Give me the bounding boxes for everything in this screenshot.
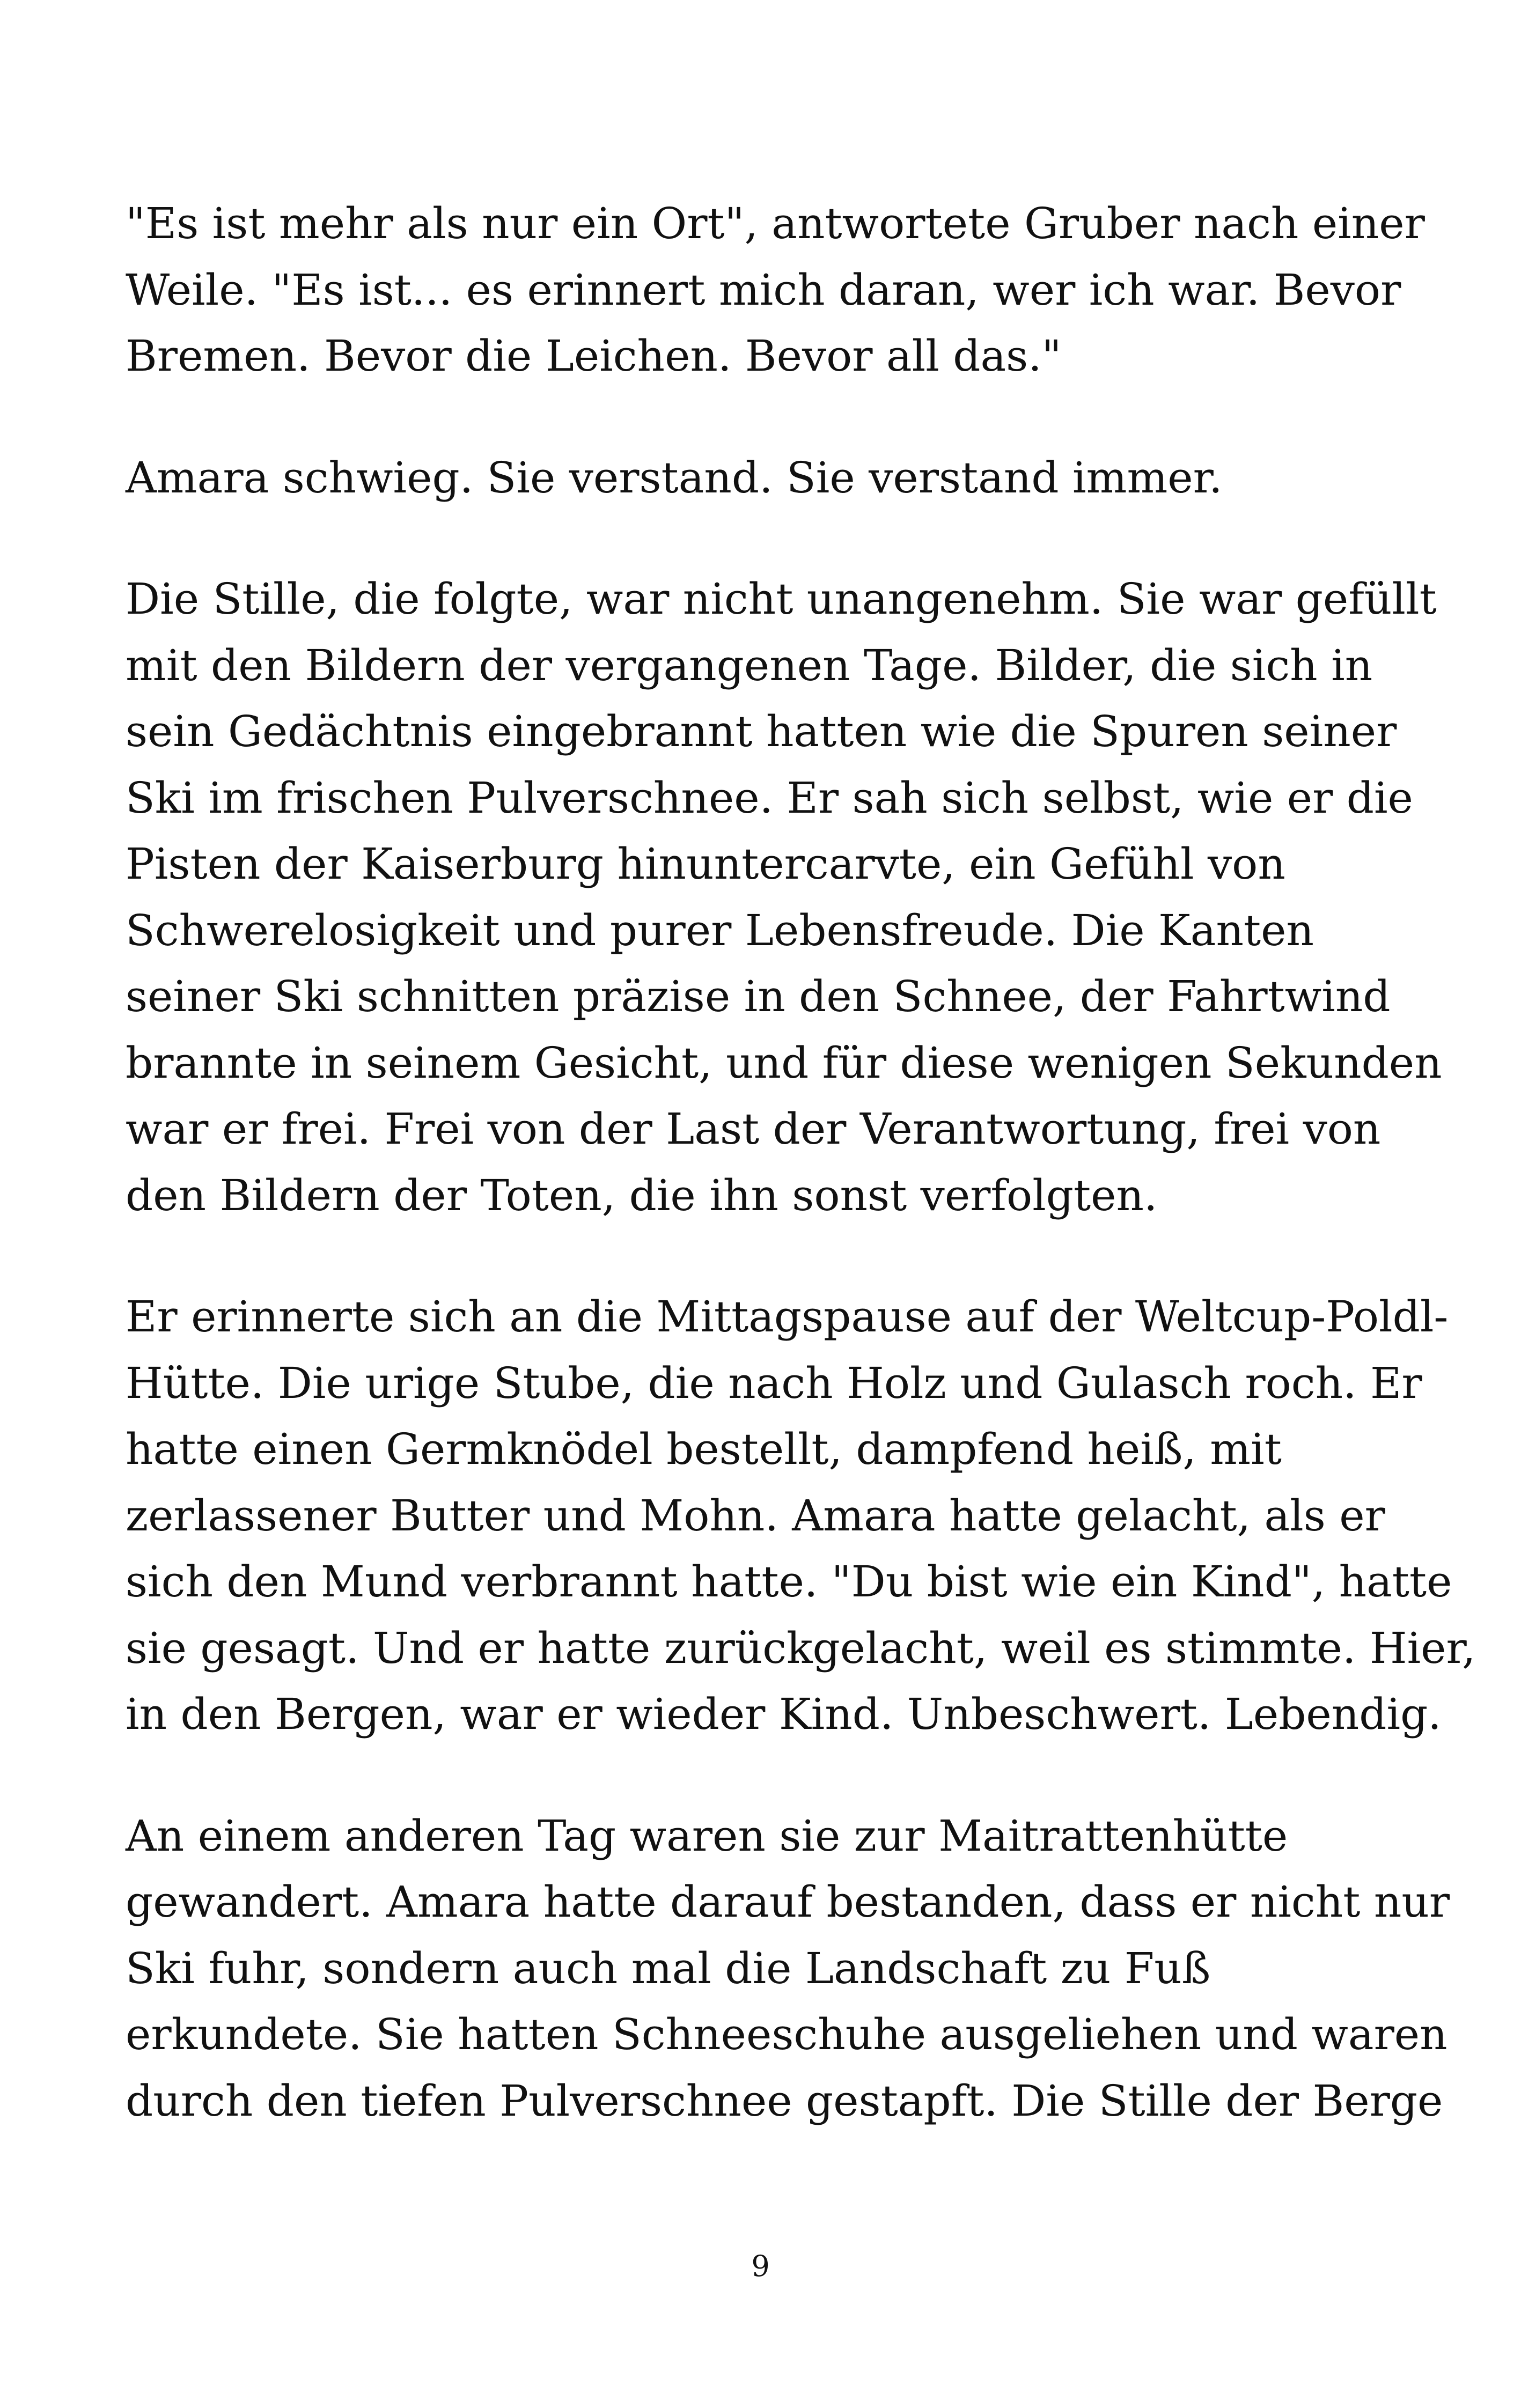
- paragraph: [126, 1803, 1450, 2134]
- text-line: in den Bergen, war er wieder Kind. Unbeschwert. Lebendig.: [126, 1689, 1442, 1739]
- text-line: erkundete. Sie hatten Schneeschuhe ausgeliehen und waren: [126, 2009, 1447, 2059]
- paragraph-gap: [126, 389, 1402, 445]
- text-line: gewandert. Amara hatte darauf bestanden, dass er nicht nur: [126, 1877, 1450, 1927]
- paragraph: [126, 1284, 1476, 1748]
- text-line: war er frei. Frei von der Last der Verantwortung, frei von: [126, 1104, 1381, 1154]
- text-line: Weile. "Es ist... es erinnert mich daran, wer ich war. Bevor: [126, 264, 1401, 315]
- text-line: den Bildern der Toten, die ihn sonst verfolgten.: [126, 1170, 1158, 1220]
- paragraph-gap: [126, 1228, 1402, 1284]
- text-line: durch den tiefen Pulverschnee gestapft. Die Stille der Berge: [126, 2075, 1443, 2126]
- text-line: Bremen. Bevor die Leichen. Bevor all das.": [126, 331, 1062, 381]
- text-line: Hütte. Die urige Stube, die nach Holz und Gulasch roch. Er: [126, 1358, 1422, 1408]
- text-line: Ski fuhr, sondern auch mal die Landschaft zu Fuß: [126, 1943, 1211, 1993]
- paragraph-gap: [126, 511, 1402, 566]
- text-line: sie gesagt. Und er hatte zurückgelacht, weil es stimmte. Hier,: [126, 1623, 1476, 1673]
- text-line: Ski im frischen Pulverschnee. Er sah sich selbst, wie er die: [126, 772, 1413, 823]
- text-line: zerlassener Butter und Mohn. Amara hatte gelacht, als er: [126, 1490, 1385, 1541]
- text-line: sich den Mund verbrannt hatte. "Du bist wie ein Kind", hatte: [126, 1557, 1452, 1607]
- text-line: "Es ist mehr als nur ein Ort", antwortete Gruber nach einer: [126, 198, 1425, 248]
- paragraph: [126, 566, 1442, 1228]
- text-line: An einem anderen Tag waren sie zur Maitrattenhütte: [126, 1810, 1288, 1861]
- text-line: Die Stille, die folgte, war nicht unangenehm. Sie war gefüllt: [126, 574, 1437, 624]
- text-line: hatte einen Germknödel bestellt, dampfend heiß, mit: [126, 1424, 1282, 1474]
- text-line: sein Gedächtnis eingebrannt hatten wie die Spuren seiner: [126, 706, 1397, 756]
- text-line: seiner Ski schnitten präzise in den Schnee, der Fahrtwind: [126, 971, 1391, 1021]
- text-line: Schwerelosigkeit und purer Lebensfreude. Die Kanten: [126, 905, 1314, 955]
- body-text: [126, 190, 1476, 2134]
- text-line: Amara schwieg. Sie verstand. Sie verstand immer.: [126, 452, 1223, 503]
- paragraph-gap: [126, 1748, 1402, 1803]
- text-line: brannte in seinem Gesicht, und für diese wenigen Sekunden: [126, 1037, 1442, 1088]
- text-line: mit den Bildern der vergangenen Tage. Bilder, die sich in: [126, 640, 1373, 690]
- page-number: 9: [751, 2249, 770, 2283]
- text-line: Pisten der Kaiserburg hinuntercarvte, ein Gefühl von: [126, 839, 1285, 889]
- text-line: Er erinnerte sich an die Mittagspause auf der Weltcup-Poldl-: [126, 1292, 1449, 1342]
- paragraph: [126, 190, 1425, 389]
- paragraph: [126, 445, 1402, 511]
